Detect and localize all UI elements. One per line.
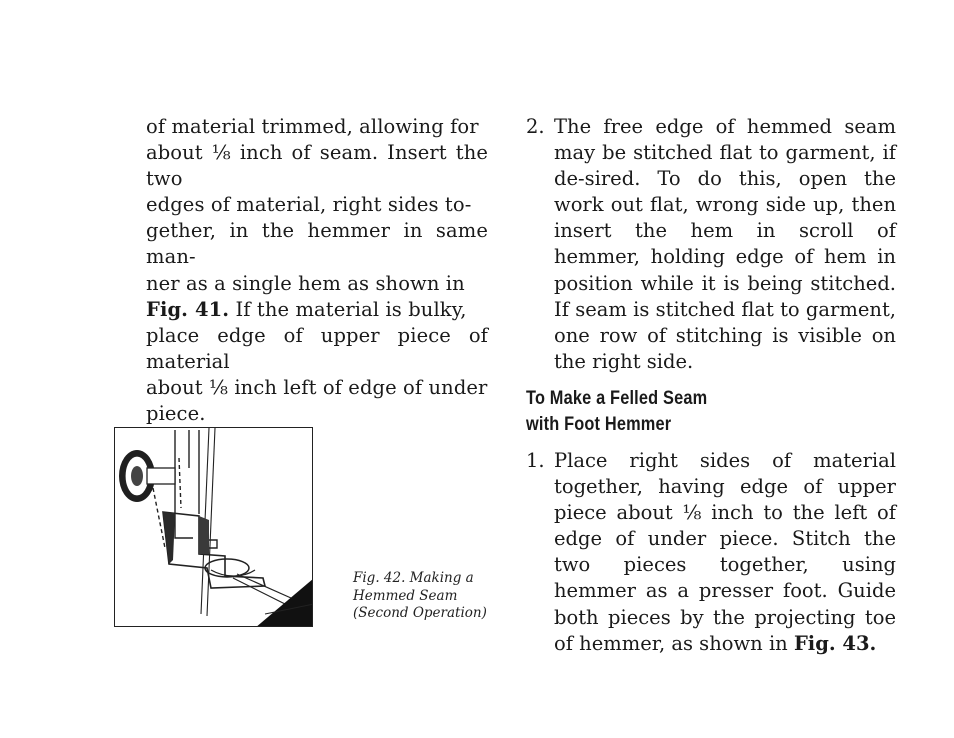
text-line: ner as a single hem as shown in: [146, 271, 465, 295]
text-line: piece.: [146, 402, 206, 426]
heading-line-1: To Make a Felled Seam: [526, 388, 708, 409]
caption-line-3: (Second Operation): [353, 605, 487, 621]
item-text: The free edge of hemmed seam may be stitched flat to garment, if de-sired. To do this, open the work out flat, wrong side up, then insert the hem in scroll of hemmer, holding edge of hem in position while it is being stitched. If seam is stitched flat to garment, one row of stitching is visible on the right side.: [554, 115, 896, 373]
text-line: edges of material, right sides to-: [146, 193, 472, 217]
text-line: of material trimmed, allowing for: [146, 115, 479, 138]
text-line: If the material is bulky,: [229, 297, 467, 321]
item-number: 1.: [526, 449, 545, 472]
thumb-screw-icon: [119, 450, 175, 502]
caption-line-1: Fig. 42. Making a: [353, 570, 474, 586]
text-line: about ⅛ inch left of edge of under: [146, 375, 488, 399]
heading-line-2: with Foot Hemmer: [526, 414, 672, 435]
list-item-2: [526, 114, 896, 375]
text-line: gether, in the hemmer in same man-: [146, 219, 488, 269]
figure-caption: [353, 570, 487, 623]
item-text: Place right sides of material together, having edge of upper piece about ⅛ inch to the left of edge of under piece. Stitch the two pieces together, using hemmer as a presser foot. Guide both pieces by the projecting toe of hemmer, as shown in: [554, 449, 896, 655]
sewing-foot-hemmer-drawing: [115, 428, 313, 627]
figure-reference: Fig. 43.: [793, 631, 877, 655]
item-text-wrapper: [554, 448, 896, 657]
list-item-1: [526, 448, 896, 657]
caption-line-2: Hemmed Seam: [353, 587, 458, 604]
item-number: 2.: [526, 115, 545, 138]
left-paragraph: [146, 114, 488, 427]
text-line: place edge of upper piece of material: [146, 323, 488, 373]
figure-42-illustration: [114, 427, 313, 627]
section-heading: [526, 386, 707, 438]
figure-reference: Fig. 41.: [146, 297, 230, 321]
text-line: about ⅛ inch of seam. Insert the two: [146, 141, 488, 191]
